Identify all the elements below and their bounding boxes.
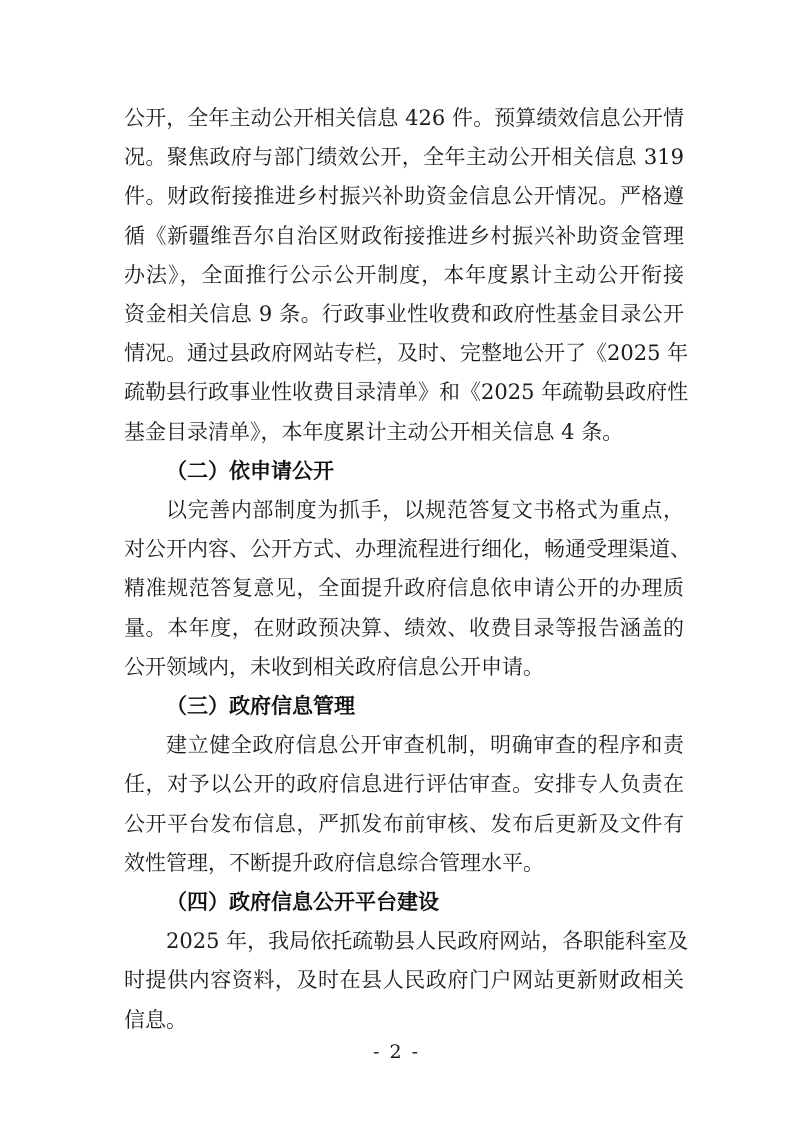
section-4-heading: （四）政府信息公开平台建设 [166,890,439,914]
section-3-line-4: 效性管理，不断提升政府信息综合管理水平。 [124,850,544,875]
page-number: - 2 - [372,1041,420,1063]
section-2-line-3: 精准规范答复意见，全面提升政府信息依申请公开的办理质 [124,576,684,601]
section-3-line-2: 任，对予以公开的政府信息进行评估审查。安排专人负责在 [124,772,684,797]
section-2-line-4: 量。本年度，在财政预决算、绩效、收费目录等报告涵盖的 [124,615,684,640]
paragraph-1-line-7: 情况。通过县政府网站专栏，及时、完整地公开了《2025 年 [124,341,689,366]
paragraph-1-line-8: 疏勒县行政事业性收费目录清单》和《2025 年疏勒县政府性 [124,380,689,405]
section-2-line-5: 公开领域内，未收到相关政府信息公开申请。 [124,654,544,679]
paragraph-1-line-6: 资金相关信息 9 条。行政事业性收费和政府性基金目录公开 [124,302,684,326]
section-3-line-1: 建立健全政府信息公开审查机制，明确审查的程序和责 [166,733,684,758]
section-2-line-2: 对公开内容、公开方式、办理流程进行细化，畅通受理渠道、 [124,537,691,562]
section-3-heading: （三）政府信息管理 [166,694,355,718]
paragraph-1-line-9: 基金目录清单》，本年度累计主动公开相关信息 4 条。 [124,419,624,444]
section-4-line-1: 2025 年，我局依托疏勒县人民政府网站，各职能科室及 [166,929,689,954]
paragraph-1-line-2: 况。聚焦政府与部门绩效公开，全年主动公开相关信息 319 [124,145,684,170]
section-2-heading: （二）依申请公开 [166,458,334,483]
paragraph-1-line-3: 件。财政衔接推进乡村振兴补助资金信息公开情况。严格遵 [124,184,684,209]
section-2-line-1: 以完善内部制度为抓手，以规范答复文书格式为重点， [166,498,684,522]
section-4-line-3: 信息。 [124,1007,187,1032]
paragraph-1-line-1: 公开，全年主动公开相关信息 426 件。预算绩效信息公开情 [124,106,684,130]
paragraph-1-line-4: 循《新疆维吾尔自治区财政衔接推进乡村振兴补助资金管理 [124,223,684,248]
paragraph-1-line-5: 办法》，全面推行公示公开制度，本年度累计主动公开衔接 [124,262,684,287]
section-4-line-2: 时提供内容资料，及时在县人民政府门户网站更新财政相关 [124,968,684,993]
section-3-line-3: 公开平台发布信息，严抓发布前审核、发布后更新及文件有 [124,811,684,836]
